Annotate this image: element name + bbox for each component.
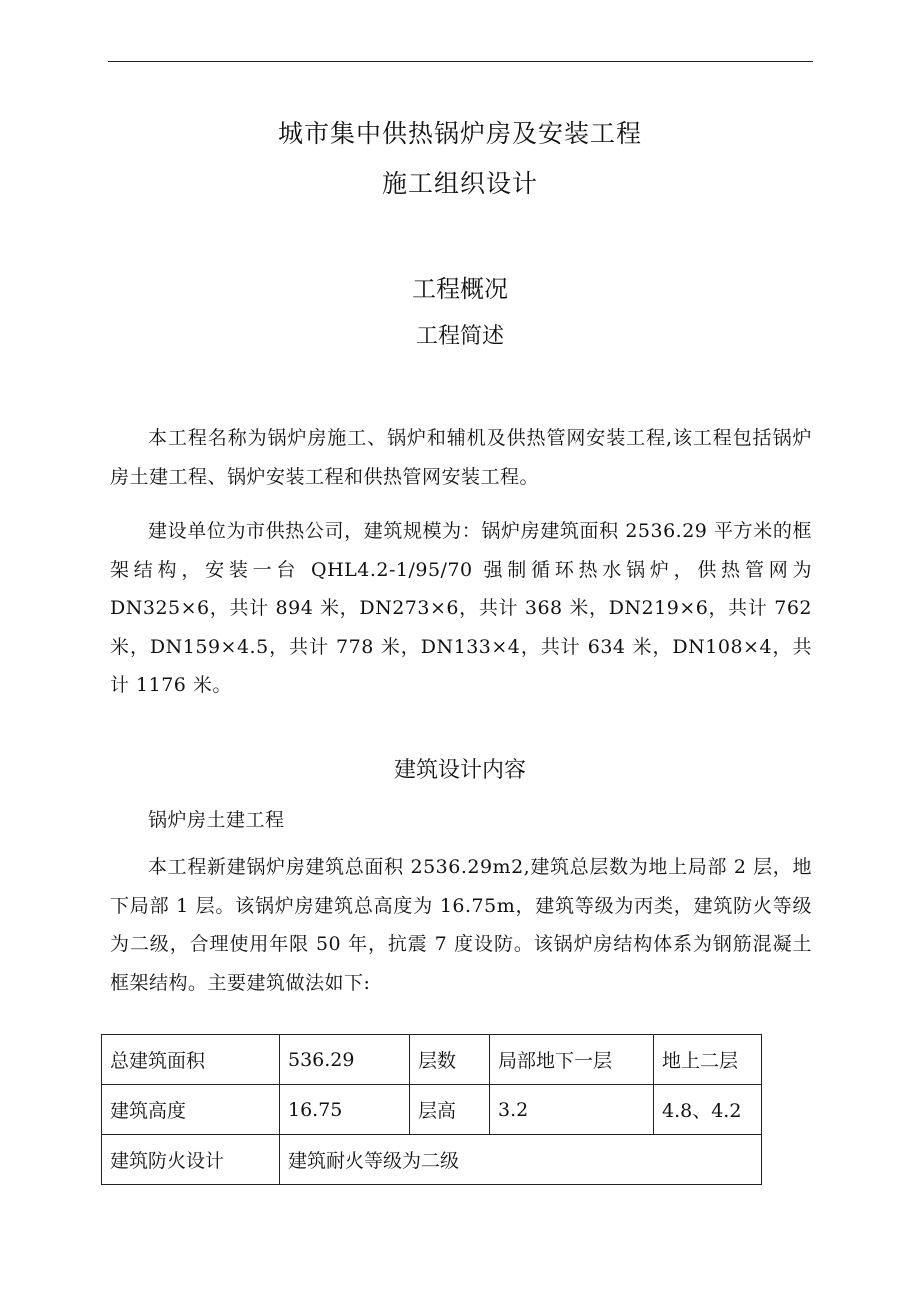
table-row (102, 1085, 762, 1135)
table-cell: 16.75 (280, 1085, 410, 1135)
table-cell: 局部地下一层 (490, 1035, 654, 1085)
table-cell: 建筑耐火等级为二级 (280, 1135, 762, 1185)
table-row (102, 1035, 762, 1085)
table-cell: 层数 (410, 1035, 490, 1085)
paragraph-building-details: 本工程新建锅炉房建筑总面积 2536.29m2,建筑总层数为地上局部 2 层，地下局部 1 层。该锅炉房建筑总高度为 16.75m，建筑等级为丙类，建筑防火等级为二级，合理使用年限 50 年，抗震 7 度设防。该锅炉房结构体系为钢筋混凝土框架结构。主要建筑做法如下: (110, 856, 812, 994)
table-row (102, 1135, 762, 1185)
table-cell: 总建筑面积 (102, 1035, 280, 1085)
table-cell: 建筑高度 (102, 1085, 280, 1135)
document-title-line-2: 施工组织设计 (381, 169, 538, 198)
table-cell: 4.8、4.2 (654, 1085, 762, 1135)
subsection-heading-civil: 锅炉房土建工程 (148, 809, 285, 831)
document-title-line-1: 城市集中供热锅炉房及安装工程 (277, 119, 642, 148)
table-cell: 建筑防火设计 (102, 1135, 280, 1185)
header-rule (108, 61, 813, 62)
paragraph-project-scale: 建设单位为市供热公司，建筑规模为：锅炉房建筑面积 2536.29 平方米的框架结构，安装一台 QHL4.2-1/95/70 强制循环热水锅炉，供热管网为 DN325×6，共计 894 米，DN273×6，共计 368 米，DN219×6，共计 762 米，DN159×4.5，共计 778 米，DN133×4，共计 634 米，DN108×4，共计 1176 米。 (110, 520, 812, 696)
paragraph-project-name: 本工程名称为锅炉房施工、锅炉和辅机及供热管网安装工程,该工程包括锅炉房土建工程、锅炉安装工程和供热管网安装工程。 (110, 427, 812, 488)
section-heading-design: 建筑设计内容 (393, 758, 526, 783)
section-subheading-summary: 工程简述 (415, 324, 504, 349)
building-parameters-table (101, 1034, 762, 1185)
table-cell: 层高 (410, 1085, 490, 1135)
section-heading-overview: 工程概况 (412, 275, 508, 303)
table-cell: 3.2 (490, 1085, 654, 1135)
table-cell: 地上二层 (654, 1035, 762, 1085)
table-cell: 536.29 (280, 1035, 410, 1085)
